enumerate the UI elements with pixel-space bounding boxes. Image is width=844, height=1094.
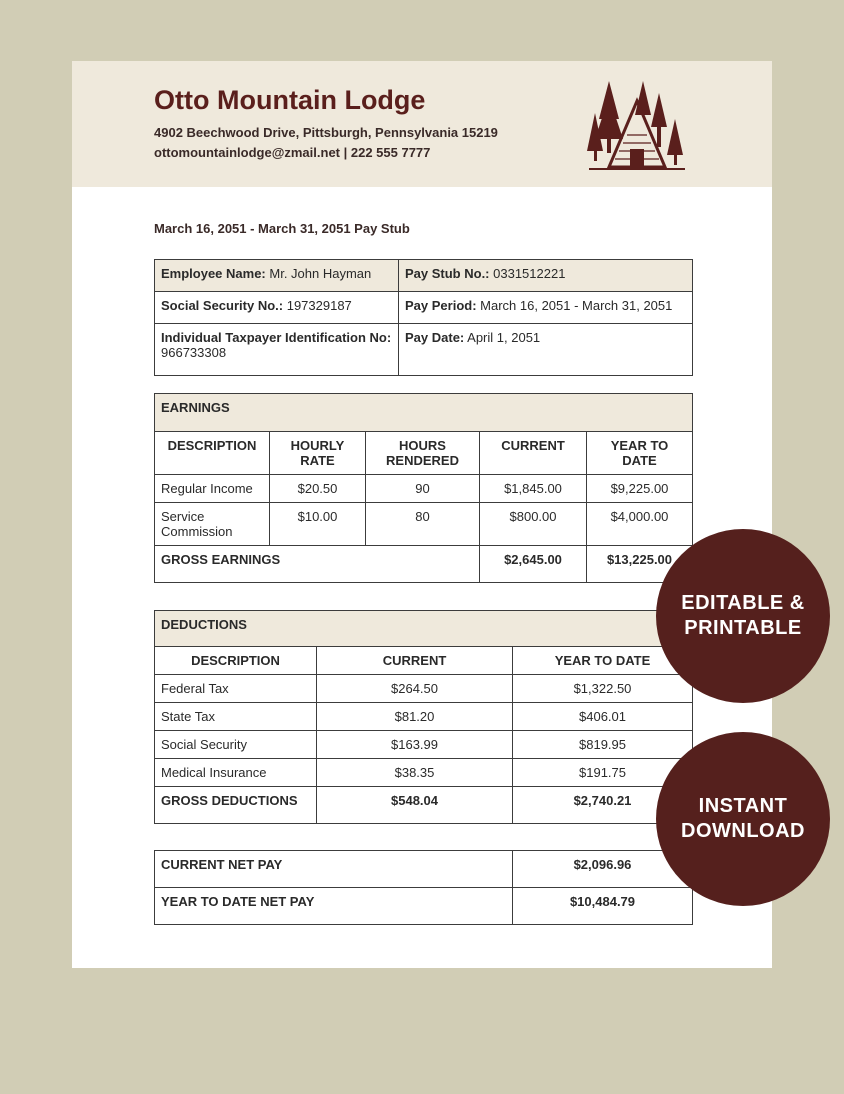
table-row	[155, 546, 693, 583]
company-name: Otto Mountain Lodge	[154, 85, 426, 115]
employee-name-cell	[155, 260, 399, 292]
ssn-value: 197329187	[286, 298, 352, 313]
column-header: DESCRIPTION	[155, 432, 270, 475]
gross-deductions-ytd: $2,740.21	[513, 787, 693, 824]
table-row	[155, 503, 693, 546]
deductions-section-title: DEDUCTIONS	[155, 611, 693, 647]
table-header-row	[155, 432, 693, 475]
table-row	[155, 888, 693, 925]
deductions-table	[154, 610, 693, 824]
table-cell: 90	[366, 475, 480, 503]
instant-download-badge	[656, 732, 830, 906]
table-row	[155, 675, 693, 703]
table-row	[155, 475, 693, 503]
editable-printable-badge	[656, 529, 830, 703]
employee-name-label: Employee Name:	[161, 266, 266, 281]
table-cell: $819.95	[513, 731, 693, 759]
column-header: YEAR TO DATE	[587, 432, 693, 475]
table-header-row	[155, 647, 693, 675]
table-cell: $800.00	[480, 503, 587, 546]
ssn-label: Social Security No.:	[161, 298, 284, 313]
gross-earnings-current: $2,645.00	[480, 546, 587, 583]
table-row	[155, 260, 693, 292]
table-row	[155, 851, 693, 888]
company-address: 4902 Beechwood Drive, Pittsburgh, Pennsylvania 15219	[154, 125, 498, 140]
table-row	[155, 394, 693, 432]
pay-stub-number-cell	[399, 260, 693, 292]
table-cell: $191.75	[513, 759, 693, 787]
gross-deductions-label: GROSS DEDUCTIONS	[155, 787, 317, 824]
itin-cell	[155, 324, 399, 376]
pay-date-value: April 1, 2051	[467, 330, 541, 345]
table-row	[155, 611, 693, 647]
pay-period-cell	[399, 292, 693, 324]
net-pay-table	[154, 850, 693, 925]
pay-period-value: March 16, 2051 - March 31, 2051	[480, 298, 673, 313]
lodge-trees-logo-icon	[585, 79, 689, 171]
gross-earnings-ytd: $13,225.00	[587, 546, 693, 583]
pay-date-cell	[399, 324, 693, 376]
table-cell: Federal Tax	[155, 675, 317, 703]
table-cell: $264.50	[317, 675, 513, 703]
table-cell: $81.20	[317, 703, 513, 731]
ssn-cell	[155, 292, 399, 324]
table-cell: 80	[366, 503, 480, 546]
table-row	[155, 787, 693, 824]
table-cell: State Tax	[155, 703, 317, 731]
table-cell: Regular Income	[155, 475, 270, 503]
pay-stub-number-value: 0331512221	[493, 266, 566, 281]
badge-text-line: DOWNLOAD	[681, 820, 805, 842]
itin-value: 966733308	[161, 345, 227, 360]
table-row	[155, 324, 693, 376]
employee-name-value: Mr. John Hayman	[269, 266, 372, 281]
table-cell: $38.35	[317, 759, 513, 787]
column-header: HOURS RENDERED	[366, 432, 480, 475]
column-header: HOURLY RATE	[270, 432, 366, 475]
column-header: DESCRIPTION	[155, 647, 317, 675]
document-header	[72, 61, 772, 187]
table-cell: $1,322.50	[513, 675, 693, 703]
table-cell: $20.50	[270, 475, 366, 503]
ytd-net-pay-value: $10,484.79	[513, 888, 693, 925]
earnings-section-title: EARNINGS	[155, 394, 693, 432]
badge-text-line: EDITABLE &	[681, 592, 805, 614]
pay-stub-number-label: Pay Stub No.:	[405, 266, 490, 281]
table-cell: $406.01	[513, 703, 693, 731]
table-row	[155, 292, 693, 324]
table-cell: $163.99	[317, 731, 513, 759]
ytd-net-pay-label: YEAR TO DATE NET PAY	[155, 888, 513, 925]
gross-earnings-label: GROSS EARNINGS	[155, 546, 480, 583]
pay-date-label: Pay Date:	[405, 330, 465, 345]
table-row	[155, 703, 693, 731]
employee-info-table	[154, 259, 693, 376]
table-cell: Social Security	[155, 731, 317, 759]
badge-text-line: INSTANT	[698, 795, 788, 817]
pay-stub-period-title: March 16, 2051 - March 31, 2051 Pay Stub	[154, 221, 410, 236]
current-net-pay-value: $2,096.96	[513, 851, 693, 888]
column-header: CURRENT	[317, 647, 513, 675]
table-cell: Service Commission	[155, 503, 270, 546]
current-net-pay-label: CURRENT NET PAY	[155, 851, 513, 888]
gross-deductions-current: $548.04	[317, 787, 513, 824]
table-cell: $10.00	[270, 503, 366, 546]
table-cell: $1,845.00	[480, 475, 587, 503]
column-header: CURRENT	[480, 432, 587, 475]
column-header: YEAR TO DATE	[513, 647, 693, 675]
pay-period-label: Pay Period:	[405, 298, 477, 313]
table-row	[155, 759, 693, 787]
badge-text-line: PRINTABLE	[684, 617, 802, 639]
itin-label: Individual Taxpayer Identification No:	[161, 330, 392, 345]
table-row	[155, 731, 693, 759]
company-contact: ottomountainlodge@zmail.net | 222 555 7777	[154, 145, 431, 160]
table-cell: $9,225.00	[587, 475, 693, 503]
table-cell: $4,000.00	[587, 503, 693, 546]
table-cell: Medical Insurance	[155, 759, 317, 787]
earnings-table	[154, 393, 693, 583]
